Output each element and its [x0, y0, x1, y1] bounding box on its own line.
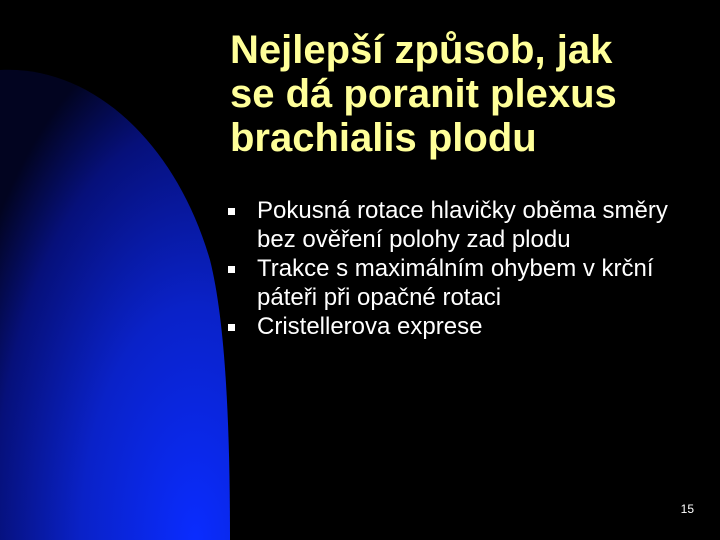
bullet-text: Pokusná rotace hlavičky oběma směry bez ověření polohy zad plodu	[257, 197, 668, 253]
bullet-text: Trakce s maximálním ohybem v krční páteři při opačné rotaci	[257, 255, 654, 311]
bullet-item	[228, 312, 698, 341]
square-bullet-icon	[228, 324, 235, 331]
square-bullet-icon	[228, 208, 235, 215]
bullet-list	[228, 196, 698, 341]
bullet-item	[228, 254, 698, 312]
page-number: 15	[680, 502, 694, 516]
bullet-text: Cristellerova exprese	[257, 313, 483, 340]
slide-title: Nejlepší způsob, jak se dá poranit plexus brachialis plodu	[230, 28, 617, 160]
square-bullet-icon	[228, 266, 235, 273]
bullet-item	[228, 196, 698, 254]
